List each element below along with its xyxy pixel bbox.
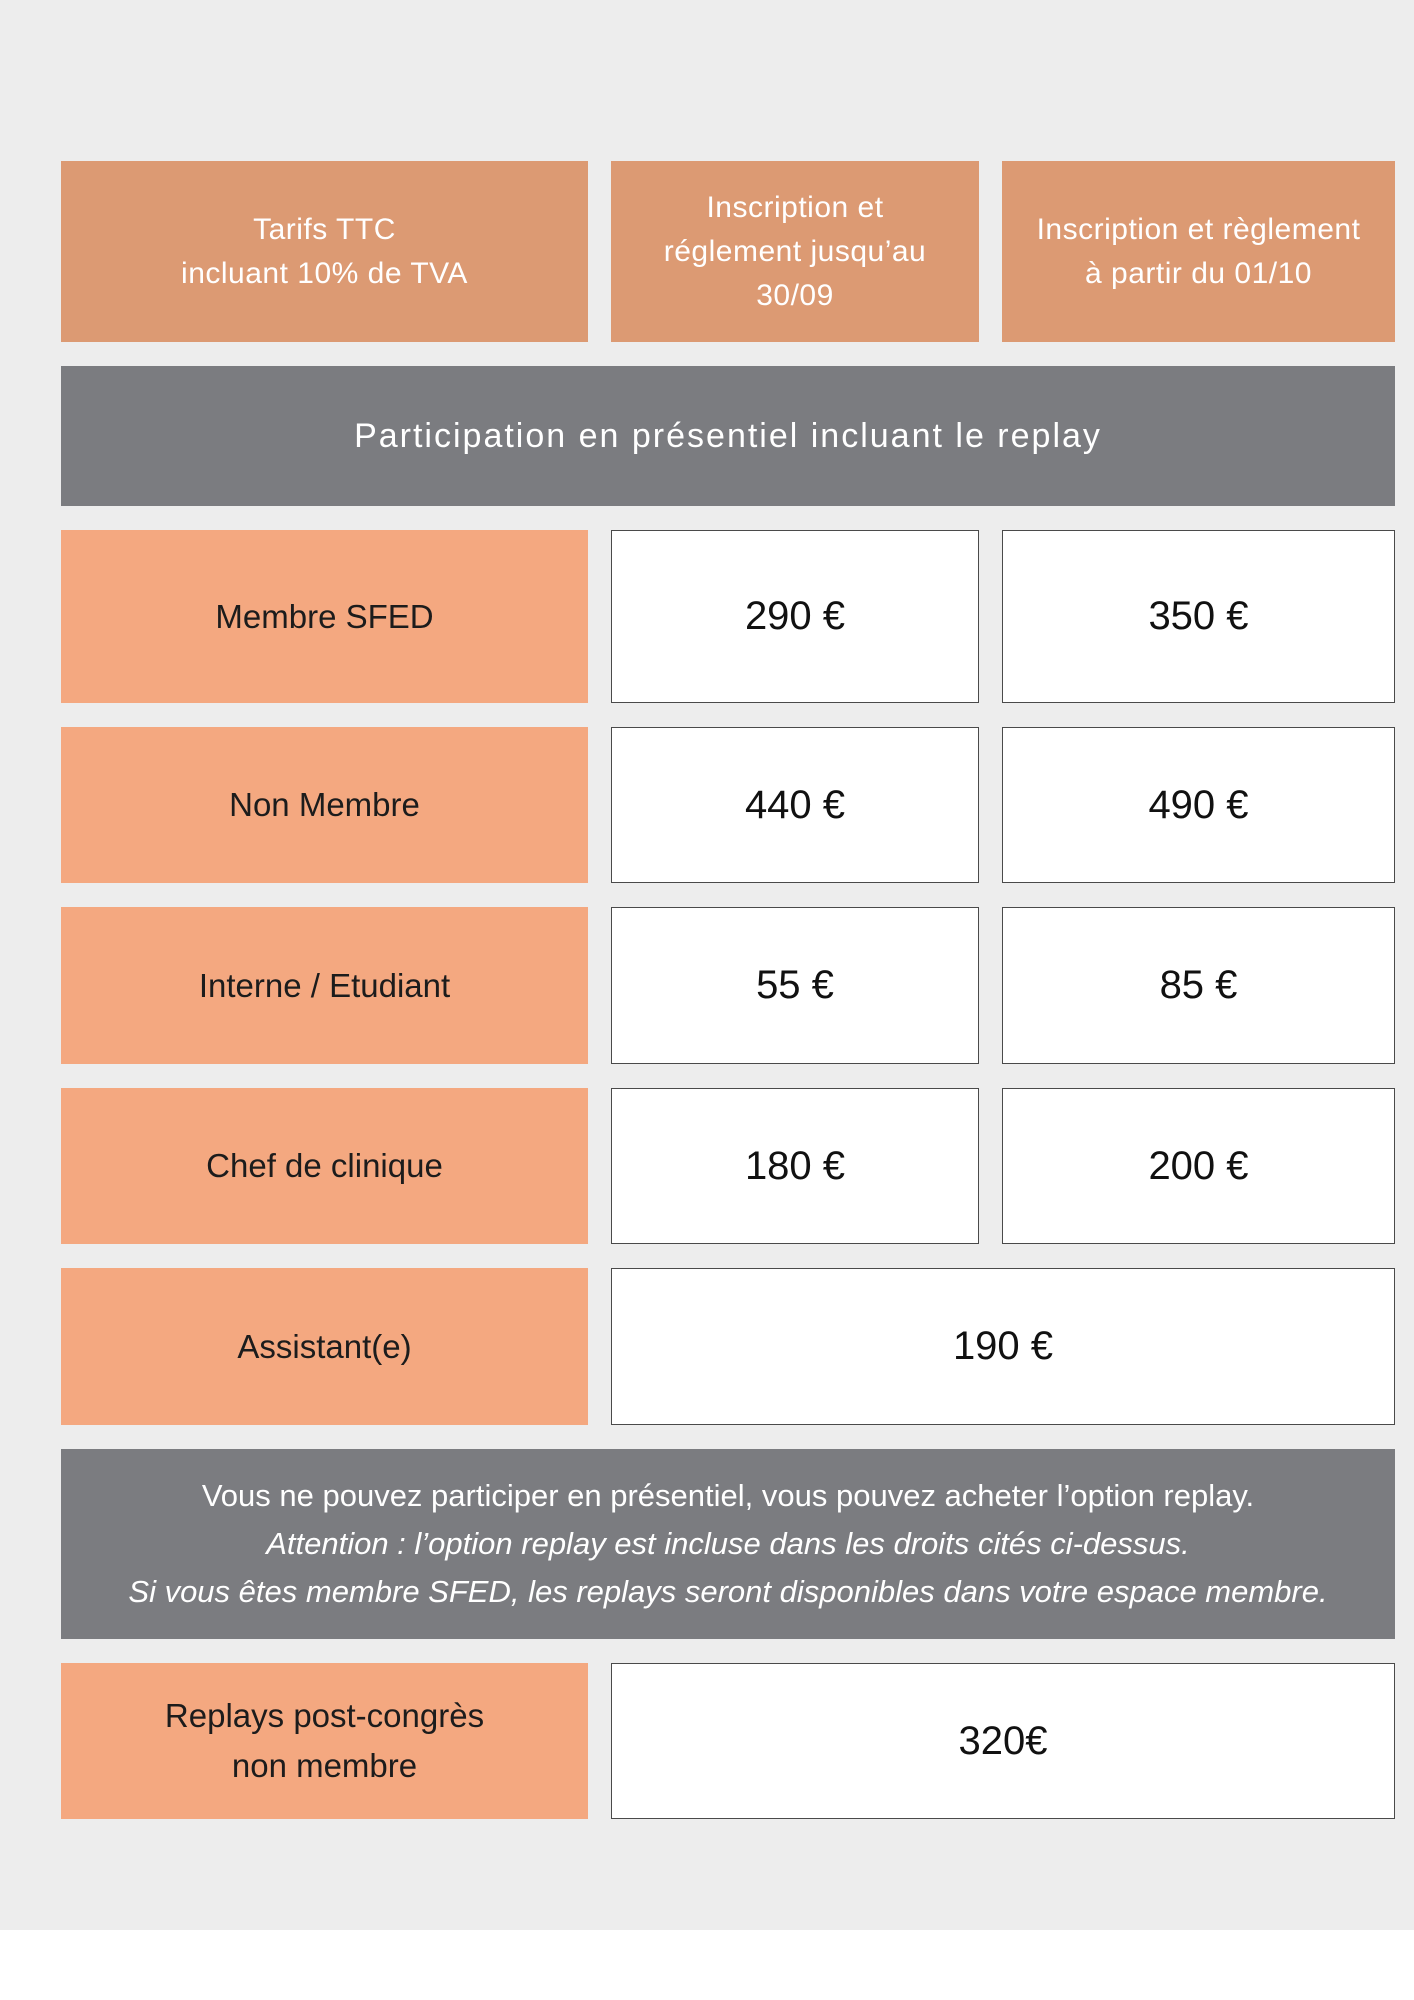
header-early-line1: Inscription et — [706, 190, 884, 224]
price-replays — [611, 1663, 1395, 1819]
header-tarifs-line2: incluant 10% de TVA — [181, 256, 468, 290]
price-text: 490 € — [1148, 782, 1249, 827]
price-text: 200 € — [1148, 1143, 1249, 1188]
header-early-line3: 30/09 — [756, 278, 834, 312]
price-text: 55 € — [756, 963, 834, 1007]
header-tarifs-line1: Tarifs TTC — [253, 212, 396, 246]
replay-label-line1: Replays post-congrès — [164, 1697, 485, 1734]
row-label-membre-sfed — [61, 530, 588, 703]
price-membre-sfed-early — [611, 530, 979, 703]
price-assistant — [611, 1268, 1395, 1425]
row-label-replays-post-congres — [61, 1663, 588, 1819]
row-label-text: Interne / Etudiant — [198, 966, 451, 1004]
header-early-line2: réglement jusqu’au — [663, 234, 927, 268]
price-text: 180 € — [744, 1143, 846, 1188]
price-text: 290 € — [744, 594, 846, 638]
section-title-band — [61, 366, 1395, 506]
row-label-chef-de-clinique — [61, 1088, 588, 1244]
row-label-text: Membre SFED — [215, 597, 434, 635]
replay-label-line2: non membre — [231, 1747, 418, 1784]
header-late-registration — [1002, 161, 1395, 342]
row-label-non-membre — [61, 727, 588, 883]
price-text: 440 € — [744, 782, 846, 827]
header-early-registration — [611, 161, 979, 342]
header-late-line2: à partir du 01/10 — [1085, 256, 1312, 290]
replay-note-line2: Attention : l’option replay est incluse dans les droits cités ci-dessus. — [266, 1526, 1190, 1561]
price-chef-late — [1002, 1088, 1395, 1244]
row-label-text: Non Membre — [229, 786, 420, 823]
price-chef-early — [611, 1088, 979, 1244]
replay-note-line3: Si vous êtes membre SFED, les replays seront disponibles dans votre espace membre. — [128, 1574, 1328, 1609]
row-label-text: Assistant(e) — [237, 1327, 412, 1365]
price-non-membre-early — [611, 727, 979, 883]
price-interne-late — [1002, 907, 1395, 1064]
replay-note-band — [61, 1449, 1395, 1639]
price-text: 350 € — [1148, 594, 1249, 638]
header-tarifs-ttc — [61, 161, 588, 342]
section-title: Participation en présentiel incluant le replay — [354, 416, 1102, 455]
price-membre-sfed-late — [1002, 530, 1395, 703]
price-text: 320€ — [958, 1718, 1048, 1763]
row-label-assistant — [61, 1268, 588, 1425]
row-label-text: Chef de clinique — [206, 1147, 443, 1184]
row-label-interne-etudiant — [61, 907, 588, 1064]
price-text: 85 € — [1159, 963, 1238, 1007]
replay-note-line1: Vous ne pouvez participer en présentiel, vous pouvez acheter l’option replay. — [201, 1478, 1255, 1513]
replay-note — [128, 1472, 1327, 1616]
header-late-line1: Inscription et règlement — [1036, 212, 1361, 246]
price-interne-early — [611, 907, 979, 1064]
price-text: 190 € — [952, 1324, 1054, 1368]
price-non-membre-late — [1002, 727, 1395, 883]
